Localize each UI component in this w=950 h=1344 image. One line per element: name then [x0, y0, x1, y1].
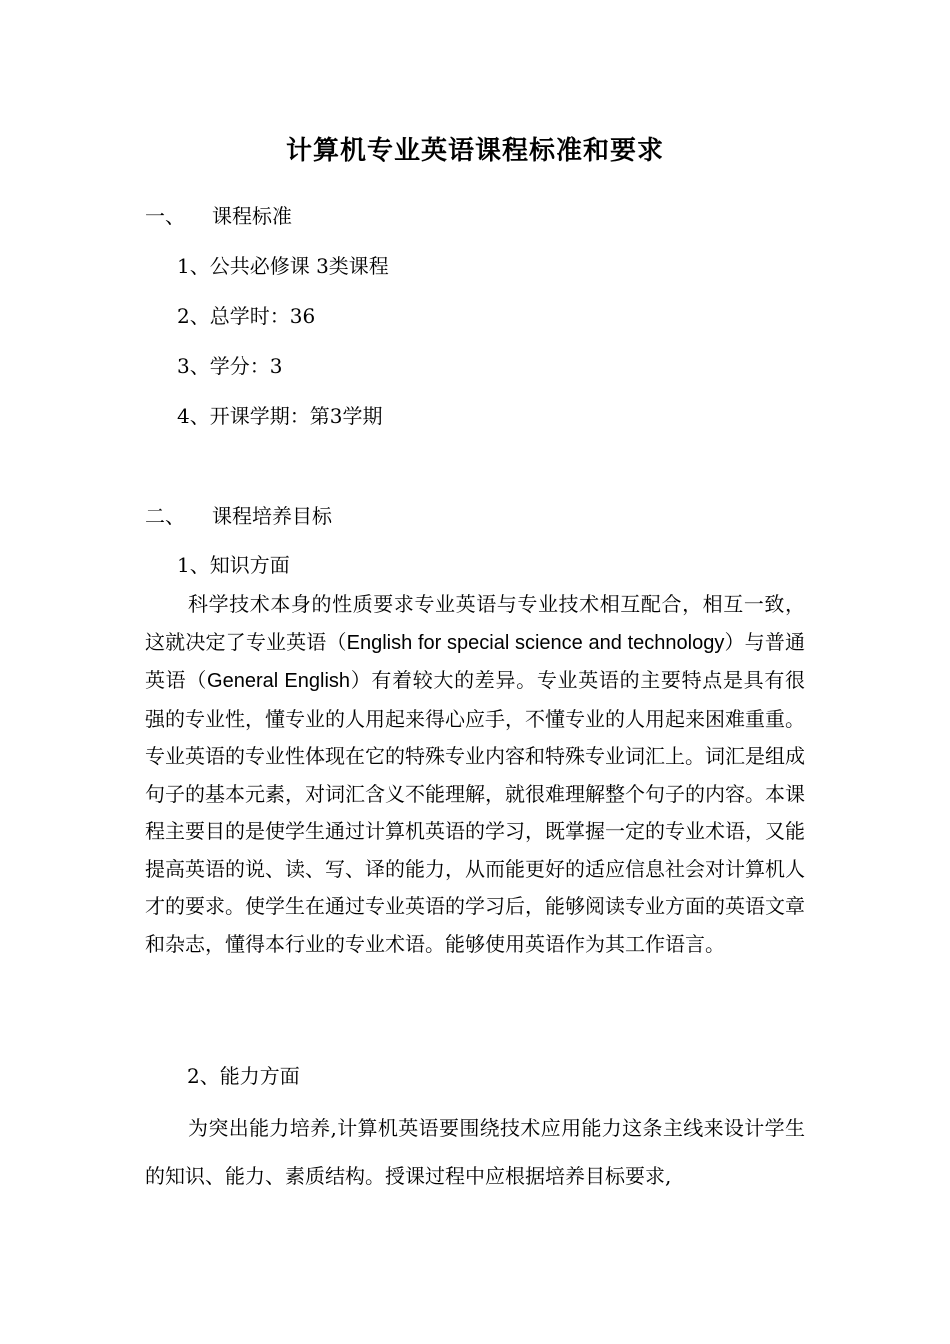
ability-paragraph: 为突出能力培养,计算机英语要围绕技术应用能力这条主线来设计学生的知识、能力、素质结构。授课过程中应根据培养目标要求,	[145, 1116, 805, 1188]
subsection-knowledge: 1、知识方面	[177, 553, 290, 577]
section-1-number: 一、	[145, 204, 185, 228]
paragraph-text: 科学技术本身的性质要求专业英语与专业技术相互配合，相互一致，这就决定了专业英语（	[145, 592, 805, 654]
paragraph-text: ）与普通英语（	[145, 629, 806, 692]
section-1-title: 课程标准	[212, 204, 292, 228]
section-1-item: 3、学分：3	[177, 354, 283, 378]
section-2-title: 课程培养目标	[212, 504, 332, 528]
subsection-ability: 2、能力方面	[187, 1064, 300, 1088]
english-term: General English	[207, 670, 351, 692]
section-1-item: 4、开课学期：第3学期	[177, 404, 383, 428]
section-1-item: 2、总学时：36	[177, 304, 316, 328]
section-2-number: 二、	[145, 504, 185, 528]
paragraph-text: ）有着较大的差异。专业英语的主要特点是具有很强的专业性，懂专业的人用起来得心应手，不懂专业的人用起来困难重重。专业英语的专业性体现在它的特殊专业内容和特殊专业词汇上。词汇是组成句子的基本元素，对词汇含义不能理解，就很难理解整个句子的内容。本课程主要目的是使学生通过计算机英语的学习，既掌握一定的专业术语，又能提高英语的说、读、写、译的能力，从而能更好的适应信息社会对计算机人才的要求。使学生在通过专业英语的学习后，能够阅读专业方面的英语文章和杂志，懂得本行业的专业术语。能够使用英语作为其工作语言。	[145, 668, 806, 956]
document-title: 计算机专业英语课程标准和要求	[285, 136, 664, 166]
english-term: English for special science and technology	[346, 631, 725, 654]
knowledge-paragraph	[145, 586, 805, 963]
section-1-item: 1、公共必修课 3类课程	[177, 254, 389, 278]
